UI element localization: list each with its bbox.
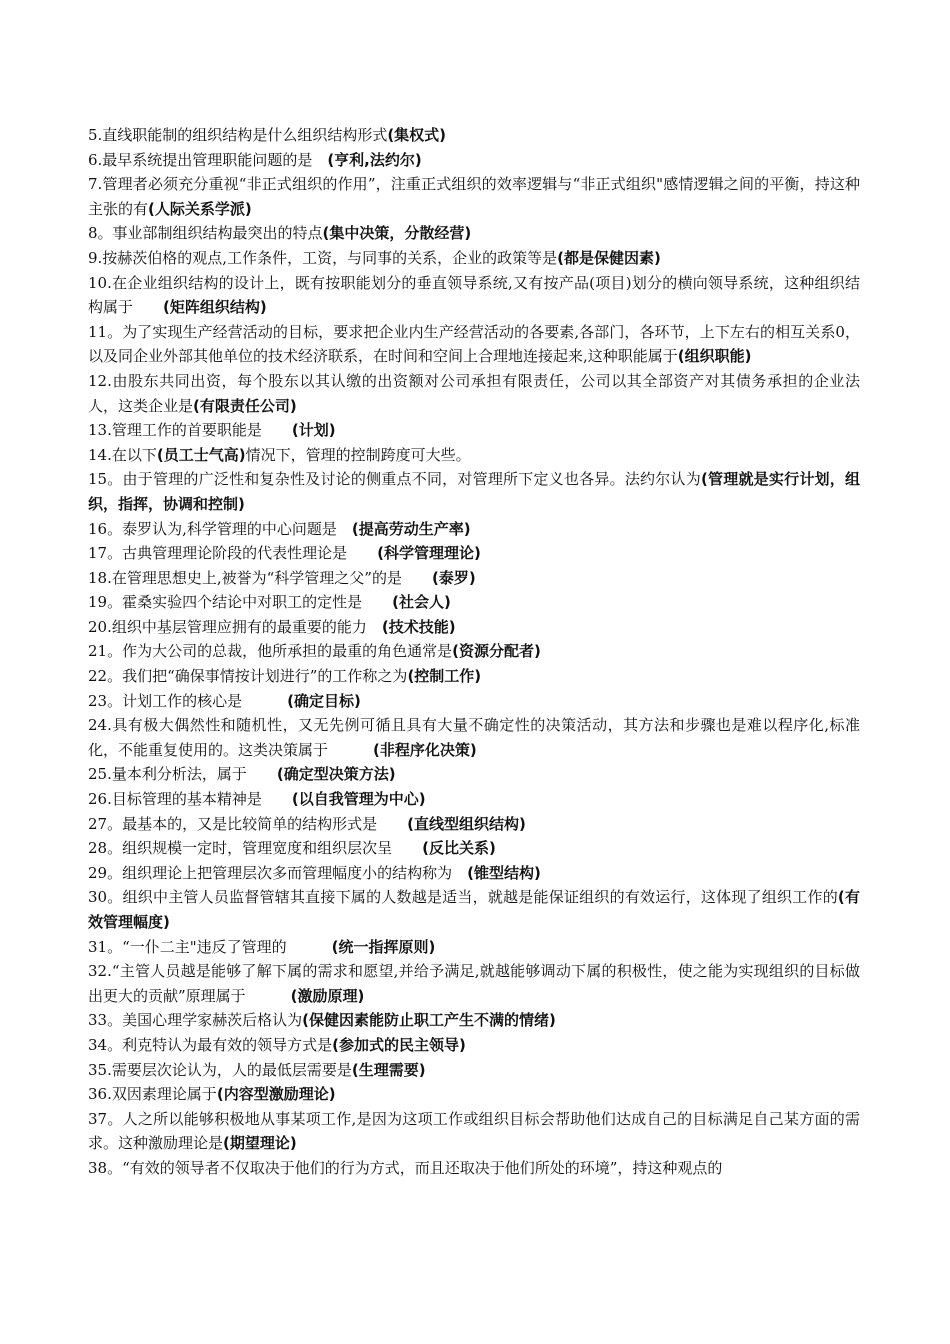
question-item: 16。泰罗认为,科学管理的中心问题是 (提高劳动生产率) [88, 519, 471, 538]
answer: (社会人) [392, 593, 451, 612]
document-page [88, 123, 860, 1181]
answer: (矩阵组织结构) [163, 298, 267, 317]
answer: (确定目标) [287, 691, 361, 710]
question-item: 8。事业部制组织结构最突出的特点(集中决策，分散经营) [88, 224, 472, 243]
question-item: 5.直线职能制的组织结构是什么组织结构形式(集权式) [88, 126, 447, 144]
question-item: 17。古典管理理论阶段的代表性理论是 (科学管理理论) [88, 544, 481, 563]
question-item: 30。组织中主管人员监督管辖其直接下属的人数越是适当，就越是能保证组织的有效运行，这体现了组织工作的(有效管理幅度) [88, 888, 860, 931]
answer: (都是保健因素) [557, 248, 661, 267]
answer: (确定型决策方法) [276, 765, 396, 784]
question-item: 12.由股东共同出资，每个股东以其认缴的出资额对公司承担有限责任，公司以其全部资产对其债务承担的企业法人，这类企业是(有限责任公司) [88, 371, 860, 415]
answer: (组织职能) [677, 347, 752, 366]
question-item: 15。由于管理的广泛性和复杂性及讨论的侧重点不同，对管理所下定义也各异。法约尔认为(管理就是实行计划，组织，指挥，协调和控制) [88, 470, 861, 513]
question-item: 19。霍桑实验四个结论中对职工的定性是 (社会人) [88, 593, 451, 612]
answer: (亨利,法约尔) [327, 150, 422, 169]
answer: (统一指挥原则) [331, 937, 436, 956]
answer: (科学管理理论) [377, 544, 481, 563]
answer: (参加式的民主领导) [332, 1035, 466, 1054]
question-item: 10.在企业组织结构的设计上，既有按职能划分的垂直领导系统,又有按产品(项目)划分的横向领导系统，这种组织结构属于 (矩阵组织结构) [88, 273, 860, 317]
question-item: 36.双因素理论属于(内容型激励理论) [88, 1085, 336, 1104]
question-item: 20.组织中基层管理应拥有的最重要的能力 (技术技能) [88, 617, 456, 636]
question-item: 14.在以下(员工士气高)情况下，管理的控制跨度可大些。 [88, 445, 471, 464]
answer: (技术技能) [381, 617, 456, 636]
answer: (内容型激励理论) [216, 1085, 336, 1104]
answer: (人际关系学派) [148, 199, 252, 218]
question-item: 37。人之所以能够积极地从事某项工作,是因为这项工作或组织目标会帮助他们达成自己的目标满足自己某方面的需求。这种激励理论是(期望理论) [88, 1109, 860, 1153]
question-item: 29。组织理论上把管理层次多而管理幅度小的结构称为 (锥型结构) [88, 863, 541, 882]
answer: (保健因素能防止职工产生不满的情绪) [302, 1011, 556, 1030]
answer: (有限责任公司) [193, 396, 297, 415]
question-item: 21。作为大公司的总裁，他所承担的最重的角色通常是(资源分配者) [88, 642, 541, 661]
answer: (员工士气高) [156, 445, 246, 464]
question-item: 32.“主管人员越是能够了解下属的需求和愿望,并给予满足,就越能够调动下属的积极性，使之能为实现组织的目标做出更大的贡献”原理属于 (激励原理) [88, 962, 860, 1005]
question-item: 13.管理工作的首要职能是 (计划) [88, 421, 336, 440]
answer: (反比关系) [422, 839, 496, 858]
question-item: 24.具有极大偶然性和随机性，又无先例可循且具有大量不确定性的决策活动，其方法和步骤也是难以程序化,标准化，不能重复使用的。这类决策属于 (非程序化决策) [88, 716, 860, 759]
answer: (激励原理) [290, 986, 365, 1005]
question-item: 26.目标管理的基本精神是 (以自我管理为中心) [88, 790, 426, 809]
answer: (有效管理幅度) [88, 888, 860, 931]
answer: (资源分配者) [452, 642, 541, 661]
question-item: 33。美国心理学家赫茨后格认为(保健因素能防止职工产生不满的情绪) [88, 1011, 556, 1030]
question-item: 34。利克特认为最有效的领导方式是(参加式的民主领导) [88, 1035, 466, 1054]
answer: (泰罗) [431, 568, 476, 587]
answer: (控制工作) [407, 667, 482, 686]
question-item: 11。为了实现生产经营活动的目标，要求把企业内生产经营活动的各要素,各部门，各环节，上下左右的相互关系0，以及同企业外部其他单位的技术经济联系，在时间和空间上合理地连接起来,这种职能属于(组织职能) [88, 322, 860, 366]
question-item: 7.管理者必须充分重视“非正式组织的作用”，注重正式组织的效率逻辑与“非正式组织"感情逻辑之间的平衡，持这种主张的有(人际关系学派) [88, 175, 860, 218]
question-item: 27。最基本的，又是比较简单的结构形式是 (直线型组织结构) [88, 814, 526, 833]
question-item: 28。组织规模一定时，管理宽度和组织层次呈 (反比关系) [88, 839, 496, 858]
question-item: 18.在管理思想史上,被誉为“科学管理之父”的是 (泰罗) [88, 568, 476, 587]
answer: (期望理论) [223, 1134, 297, 1153]
answer: (管理就是实行计划，组织，指挥，协调和控制) [88, 470, 861, 513]
answer: (非程序化决策) [373, 740, 477, 759]
question-item: 9.按赫茨伯格的观点,工作条件，工资，与同事的关系，企业的政策等是(都是保健因素) [88, 248, 661, 267]
answer: (集中决策，分散经营) [322, 224, 472, 243]
question-item: 38。“有效的领导者不仅取决于他们的行为方式，而且还取决于他们所处的环境”，持这种观点的 [88, 1158, 723, 1177]
question-item: 31。“一仆二主"违反了管理的 (统一指挥原则) [88, 937, 436, 956]
question-item: 23。计划工作的核心是 (确定目标) [88, 691, 361, 710]
answer: (以自我管理为中心) [291, 790, 426, 809]
answer: (提高劳动生产率) [351, 519, 471, 538]
question-item: 22。我们把“确保事情按计划进行”的工作称之为(控制工作) [88, 667, 482, 686]
answer: (计划) [291, 421, 336, 440]
question-item: 6.最早系统提出管理职能问题的是 (亨利,法约尔) [88, 150, 422, 169]
question-item: 25.量本利分析法，属于 (确定型决策方法) [88, 765, 396, 784]
question-item: 35.需要层次论认为，人的最低层需要是(生理需要) [88, 1060, 426, 1079]
answer: (集权式) [387, 126, 447, 144]
answer: (直线型组织结构) [407, 814, 526, 833]
answer: (生理需要) [351, 1060, 426, 1079]
answer: (锥型结构) [467, 863, 541, 882]
